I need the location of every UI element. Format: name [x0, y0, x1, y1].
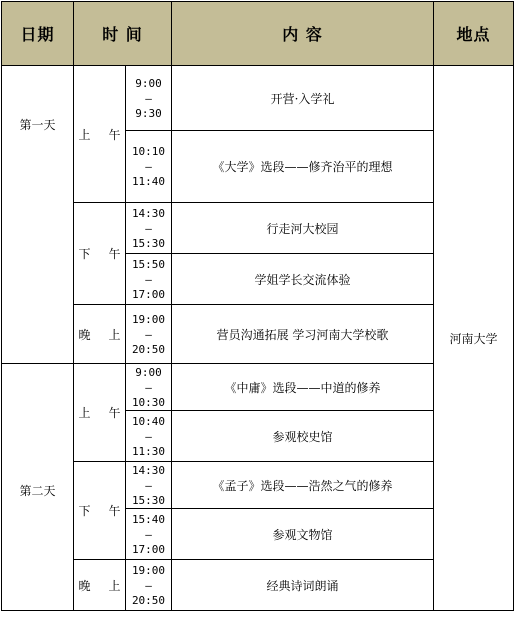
activity-cell: 《中庸》选段——中道的修养: [172, 364, 434, 411]
time-range: 14:30 – 15:30: [126, 462, 172, 509]
header-content: 内 容: [172, 2, 434, 66]
activity-cell: 《孟子》选段——浩然之气的修养: [172, 462, 434, 509]
time-range: 10:40 – 11:30: [126, 411, 172, 462]
activity-cell: 参观校史馆: [172, 411, 434, 462]
schedule-table: [1, 1, 514, 611]
period-label: 上 午: [74, 364, 126, 462]
period-label: 晚 上: [74, 305, 126, 364]
time-range: 14:30 – 15:30: [126, 203, 172, 254]
period-label: 下 午: [74, 462, 126, 560]
period-label: 下 午: [74, 203, 126, 305]
activity-cell: 营员沟通拓展 学习河南大学校歌: [172, 305, 434, 364]
time-range: 9:00 – 10:30: [126, 364, 172, 411]
table-row: [2, 66, 514, 131]
time-range: 15:50 – 17:00: [126, 254, 172, 305]
time-range: 9:00 – 9:30: [126, 66, 172, 131]
time-range: 19:00 – 20:50: [126, 560, 172, 611]
activity-cell: 参观文物馆: [172, 509, 434, 560]
period-label: 晚 上: [74, 560, 126, 611]
activity-cell: 《大学》选段——修齐治平的理想: [172, 131, 434, 203]
time-range: 19:00 – 20:50: [126, 305, 172, 364]
activity-cell: 开营·入学礼: [172, 66, 434, 131]
header-date: 日期: [2, 2, 74, 66]
time-range: 15:40 – 17:00: [126, 509, 172, 560]
activity-cell: 行走河大校园: [172, 203, 434, 254]
period-label: 上 午: [74, 66, 126, 203]
place-cell: 河南大学: [434, 66, 514, 611]
header-place: 地点: [434, 2, 514, 66]
header-row: [2, 2, 514, 66]
day-label: 第二天: [2, 364, 74, 611]
day-label: 第一天: [2, 66, 74, 364]
time-range: 10:10 – 11:40: [126, 131, 172, 203]
activity-cell: 经典诗词朗诵: [172, 560, 434, 611]
header-time: 时 间: [74, 2, 172, 66]
activity-cell: 学姐学长交流体验: [172, 254, 434, 305]
